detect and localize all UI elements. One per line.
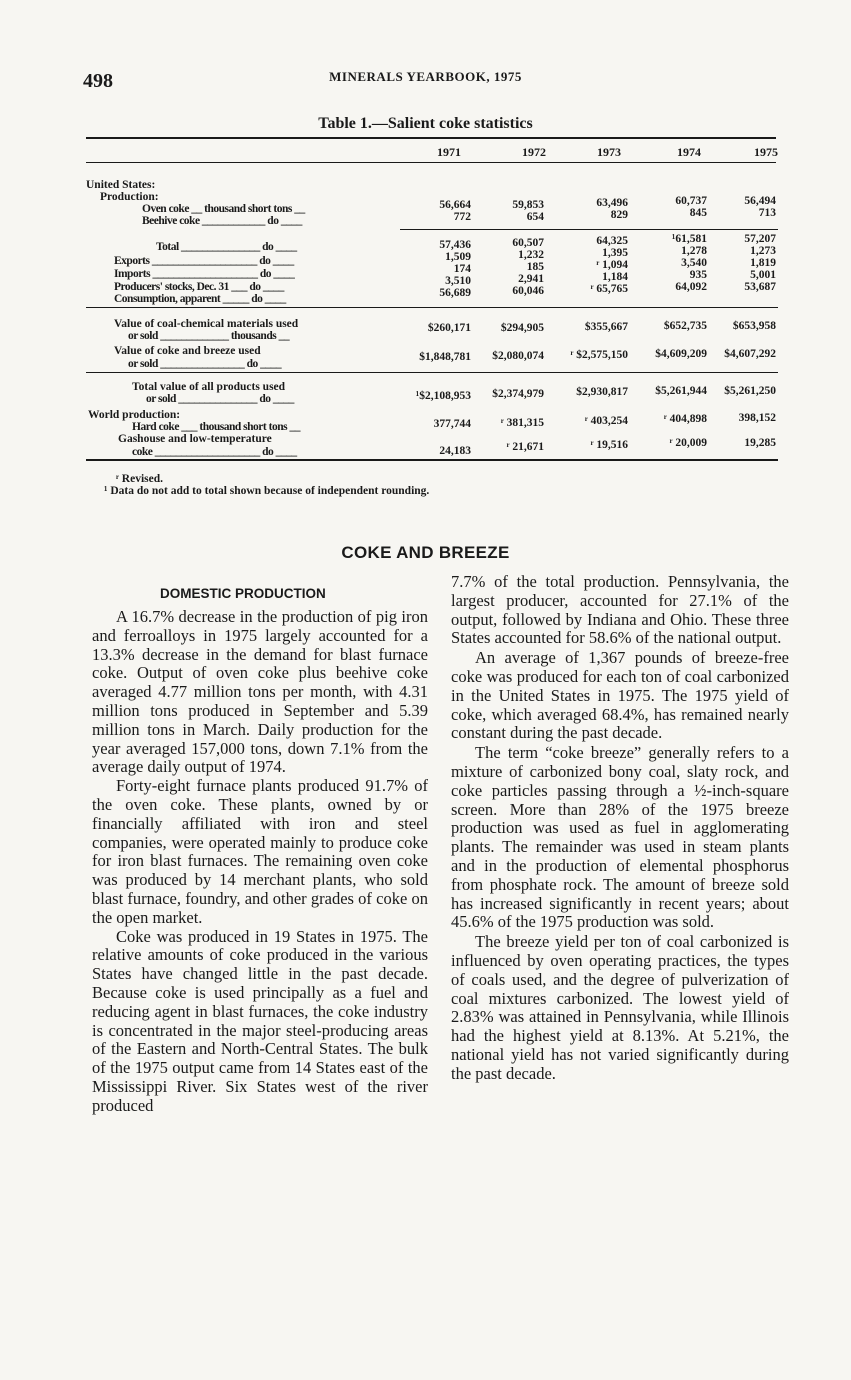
table-cell: ʳ 403,254 — [584, 415, 628, 427]
subtotal-rule — [400, 229, 778, 230]
table-cell: 60,046 — [512, 285, 544, 297]
table-cell: 845 — [689, 207, 707, 219]
row-label: Gashouse and low-temperature — [118, 433, 272, 445]
table-cell: 24,183 — [439, 445, 471, 457]
table-cell: $355,667 — [584, 321, 628, 333]
row-label: or sold ________________ do ____ — [128, 358, 282, 370]
year-header: 1975 — [754, 145, 778, 159]
table-bottom-rule — [86, 459, 778, 461]
row-label: Consumption, apparent _____ do ____ — [114, 293, 286, 305]
table-cell: 60,737 — [675, 195, 707, 207]
table-cell: 1,278 — [681, 245, 707, 257]
table-footnotes — [104, 473, 430, 497]
table-cell: ʳ 20,009 — [669, 437, 707, 449]
table-cell: 654 — [526, 211, 544, 223]
table-cell: 1,509 — [445, 251, 471, 263]
table-cell: ʳ $2,575,150 — [570, 349, 628, 361]
paragraph: A 16.7% decrease in the production of pig iron and ferroalloys in 1975 largely accounted for a 13.3% decrease in the demand for blast furnace coke. Output of oven coke plus beehive coke averaged 4.77 million tons per month, with 4.31 million tons produced in September and 5.39 million tons in March. Daily production for the year averaged 157,000 tons, down 7.1% from the average daily output of 1974. — [92, 607, 428, 777]
table-cell: 56,664 — [439, 199, 471, 211]
table-cell: ʳ 1,094 — [596, 259, 628, 271]
row-label: Production: — [100, 191, 159, 203]
table-cell: $260,171 — [427, 322, 471, 334]
row-label: or sold _____________ thousands __ — [128, 330, 290, 342]
table-cell: 398,152 — [738, 412, 776, 424]
running-head: MINERALS YEARBOOK, 1975 — [329, 69, 522, 84]
table-cell: ʳ 21,671 — [506, 441, 544, 453]
row-label: coke ____________________ do ____ — [132, 446, 297, 458]
table-cell: 57,436 — [439, 239, 471, 251]
year-header: 1974 — [677, 145, 701, 159]
table-cell: 174 — [453, 263, 471, 275]
table-cell: ʳ 404,898 — [663, 413, 707, 425]
table-cell: 60,507 — [512, 237, 544, 249]
row-label: Total value of all products used — [132, 381, 286, 393]
paragraph: The term “coke breeze” generally refers to a mixture of carbonized bony coal, slaty rock, and coke particles passing through a ½-inch-square screen. More than 28% of the 1975 breeze production was used as fuel in agglomerating plants. The remainder was used in steam plants and in the production of elemental phosphorus from phosphate rock. The amount of breeze sold has increased significantly in recent years; about 45.6% of the 1975 production was sold. — [451, 743, 789, 932]
row-label: Exports ____________________ do ____ — [114, 255, 294, 267]
paragraph: An average of 1,367 pounds of breeze-free coke was produced for each ton of coal carbonized in the United States in 1975. The 1975 yield of coke, which averaged 68.4%, has remained nearly constant during the past decade. — [451, 648, 789, 743]
table-cell: 1,819 — [750, 257, 776, 269]
table-cell: $2,930,817 — [576, 386, 628, 398]
table-cell: $4,607,292 — [724, 348, 776, 360]
row-label: Imports ____________________ do ____ — [114, 268, 295, 280]
year-header: 1971 — [437, 145, 461, 159]
table-cell: 1,273 — [750, 245, 776, 257]
table-cell: 3,540 — [681, 257, 707, 269]
table-cell: 57,207 — [744, 233, 776, 245]
table-top-rule — [86, 137, 776, 139]
table-cell: $653,958 — [732, 320, 776, 332]
table-cell: $2,080,074 — [492, 350, 544, 362]
table-cell: $652,735 — [663, 320, 707, 332]
table-cell: 772 — [453, 211, 471, 223]
table-cell: 64,325 — [596, 235, 628, 247]
table-cell: ¹$2,108,953 — [415, 390, 471, 402]
subsection-title: DOMESTIC PRODUCTION — [160, 586, 326, 601]
table-cell: 713 — [758, 207, 776, 219]
table-cell: ʳ 381,315 — [500, 417, 544, 429]
value-rule — [86, 372, 778, 373]
table-cell: ʳ 19,516 — [590, 439, 628, 451]
table-cell: 185 — [526, 261, 544, 273]
table-cell: 829 — [610, 209, 628, 221]
row-label: United States: — [86, 179, 156, 191]
table-title: Table 1.—Salient coke statistics — [318, 115, 533, 132]
table-cell: 5,001 — [750, 269, 776, 281]
table-cell: 935 — [689, 269, 707, 281]
table-cell: 56,689 — [439, 287, 471, 299]
table-cell: 1,184 — [602, 271, 628, 283]
table-cell: 64,092 — [675, 281, 707, 293]
row-label: World production: — [88, 409, 181, 421]
table-cell: 1,395 — [602, 247, 628, 259]
table-cell: $4,609,209 — [655, 348, 707, 360]
row-label: Beehive coke ____________ do ____ — [142, 215, 302, 227]
table-cell: 3,510 — [445, 275, 471, 287]
row-label: or sold _______________ do ____ — [146, 393, 294, 405]
consumption-rule — [86, 307, 778, 308]
table-cell: 1,232 — [518, 249, 544, 261]
table-cell: $2,374,979 — [492, 388, 544, 400]
table-header-rule — [86, 162, 776, 163]
table-cell: $1,848,781 — [419, 351, 471, 363]
row-label: Value of coke and breeze used — [114, 345, 261, 357]
row-label: Oven coke __ thousand short tons __ — [142, 203, 305, 215]
row-label: Value of coal-chemical materials used — [114, 318, 299, 330]
body-column-right — [451, 573, 789, 1084]
year-header: 1972 — [522, 145, 546, 159]
paragraph: Forty-eight furnace plants produced 91.7% of the oven coke. These plants, owned by or financially affiliated with iron and steel companies, were operated mainly to produce coke for iron blast furnaces. The remaining oven coke was produced by 14 merchant plants, who sold blast furnace, foundry, and other grades of coke on the open market. — [92, 776, 428, 927]
table-cell: 59,853 — [512, 199, 544, 211]
table-cell: ¹61,581 — [671, 233, 707, 245]
table-cell: 377,744 — [433, 418, 471, 430]
row-label: Hard coke ___ thousand short tons __ — [132, 421, 300, 433]
table-cell: ʳ 65,765 — [590, 283, 628, 295]
table-cell: 56,494 — [744, 195, 776, 207]
table-cell: 63,496 — [596, 197, 628, 209]
paragraph: Coke was produced in 19 States in 1975. The relative amounts of coke produced in the various States have changed little in the past decade. Because coke is used principally as a fuel and reducing agent in blast furnaces, the coke industry is concentrated in the major steel-producing areas of the Eastern and North-Central States. The bulk of the 1975 output came from 14 States east of the Mississippi River. Six States west of the river produced — [92, 926, 428, 1115]
paragraph: The breeze yield per ton of coal carbonized is influenced by oven operating practices, the types of coals used, and the degree of pulverization of coal mixtures carbonized. The lowest yield of 2.83% was attained in Pennsylvania, while Illinois had the highest yield at 8.13%. At 5.21%, the national yield has not varied significantly during the past decade. — [451, 932, 789, 1083]
year-header: 1973 — [597, 145, 621, 159]
table-cell: $5,261,250 — [724, 385, 776, 397]
table-cell: 2,941 — [518, 273, 544, 285]
body-column-left — [92, 608, 428, 1116]
paragraph: 7.7% of the total production. Pennsylvania, the largest producer, accounted for 27.1% of the output, followed by Indiana and Ohio. These three States accounted for 58.6% of the national output. — [451, 572, 789, 648]
table-cell: $294,905 — [500, 322, 544, 334]
footnote-rounding: ¹ Data do not add to total shown because of independent rounding. — [104, 485, 430, 497]
table-cell: $5,261,944 — [655, 385, 707, 397]
table-cell: 19,285 — [744, 437, 776, 449]
row-label: Total _______________ do ____ — [156, 241, 297, 253]
row-label: Producers' stocks, Dec. 31 ___ do ____ — [114, 281, 284, 293]
page-number: 498 — [83, 70, 113, 92]
table-cell: 53,687 — [744, 281, 776, 293]
footnote-revised: ʳ Revised. — [116, 473, 164, 485]
section-title: COKE AND BREEZE — [341, 543, 510, 562]
